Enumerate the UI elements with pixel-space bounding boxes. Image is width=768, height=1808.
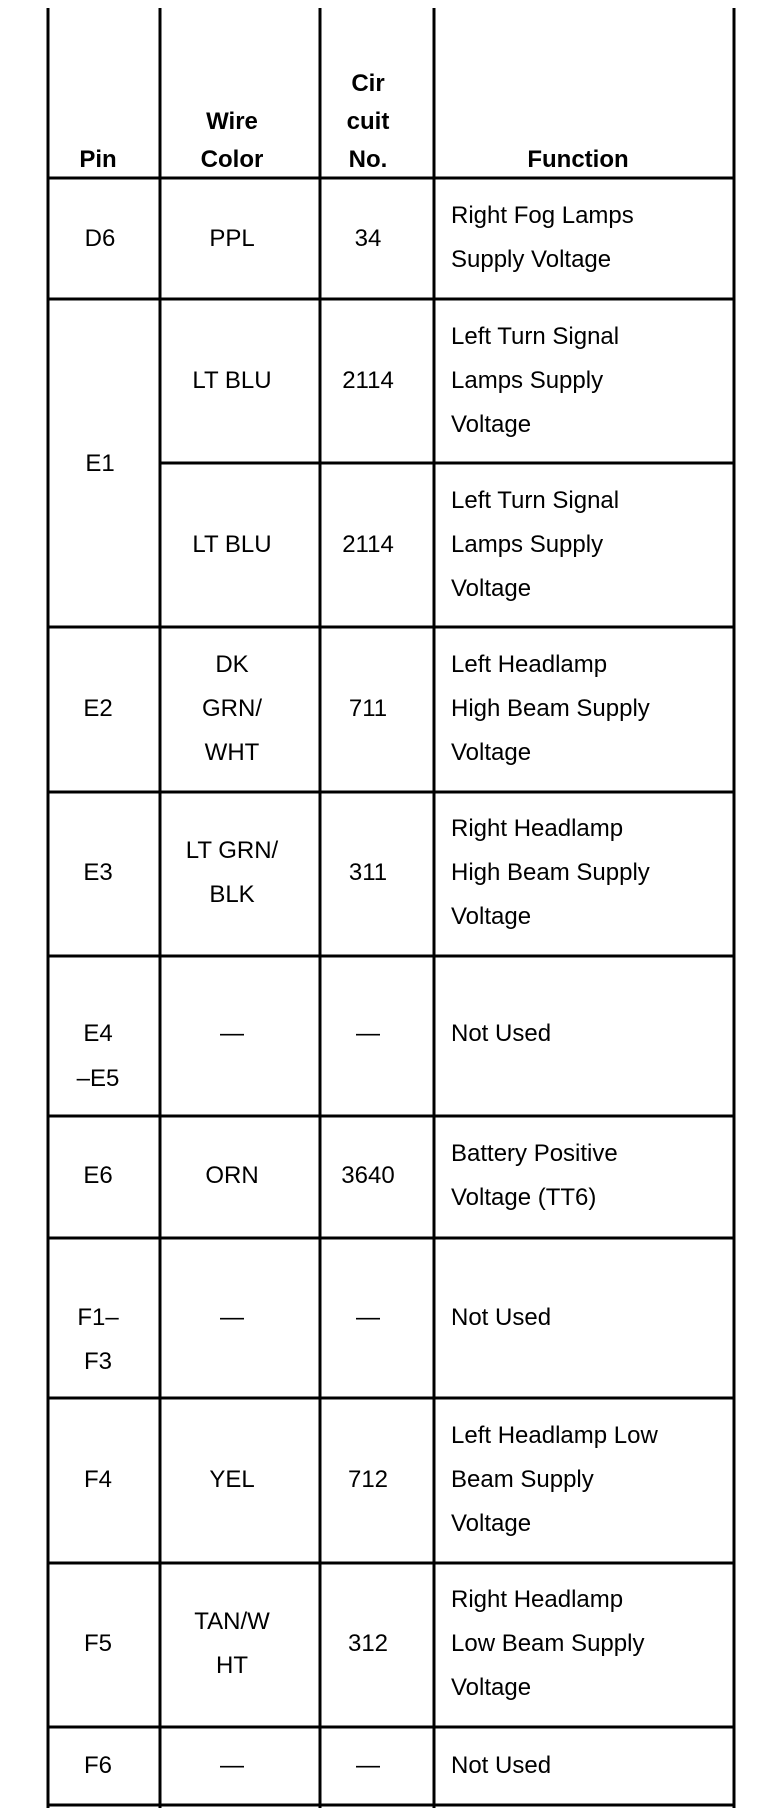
cell-pin: E4 — [83, 1020, 113, 1047]
cell-function: Right Fog Lamps — [451, 202, 634, 229]
cell-function: Voltage (TT6) — [451, 1184, 597, 1211]
header-pin: Pin — [79, 146, 117, 173]
cell-wire-color: HT — [216, 1652, 248, 1679]
cell-pin: E3 — [83, 859, 113, 886]
cell-function: Lamps Supply — [451, 367, 604, 394]
cell-function: Left Headlamp — [451, 651, 608, 678]
cell-circuit: 34 — [354, 225, 382, 252]
cell-function: Voltage — [451, 575, 532, 602]
cell-function: Not Used — [451, 1304, 552, 1331]
cell-function: Left Headlamp Low — [451, 1422, 658, 1449]
cell-wire-color: PPL — [209, 225, 255, 252]
cell-function: Low Beam Supply — [451, 1630, 645, 1657]
cell-function: Voltage — [451, 903, 532, 930]
cell-function: High Beam Supply — [451, 859, 650, 886]
cell-wire-color: YEL — [209, 1466, 255, 1493]
cell-function: Voltage — [451, 411, 532, 438]
header-circuit-line2: cuit — [346, 108, 390, 135]
cell-function: Right Headlamp — [451, 815, 624, 842]
cell-wire-color: — — [220, 1020, 244, 1047]
cell-pin: –E5 — [76, 1065, 120, 1092]
cell-wire-color: LT GRN/ — [185, 837, 279, 864]
cell-function: Voltage — [451, 1510, 532, 1537]
cell-circuit: 3640 — [341, 1162, 395, 1189]
header-wire-color-line2: Color — [200, 146, 264, 173]
cell-function: Lamps Supply — [451, 531, 604, 558]
cell-function: Battery Positive — [451, 1140, 618, 1167]
cell-circuit: 312 — [347, 1630, 389, 1657]
cell-wire-color: TAN/W — [194, 1608, 270, 1635]
cell-function: Voltage — [451, 1674, 532, 1701]
cell-circuit: 2114 — [342, 367, 394, 394]
cell-pin: E6 — [83, 1162, 113, 1189]
cell-wire-color: BLK — [209, 881, 255, 908]
cell-pin: D6 — [84, 225, 116, 252]
cell-pin: F1– — [77, 1304, 119, 1331]
cell-pin: E1 — [85, 450, 115, 477]
cell-circuit: 2114 — [342, 531, 394, 558]
cell-function: Not Used — [451, 1752, 552, 1779]
header-wire-color-line1: Wire — [206, 108, 258, 135]
cell-function: High Beam Supply — [451, 695, 650, 722]
cell-circuit: — — [356, 1304, 380, 1331]
cell-wire-color: — — [220, 1304, 244, 1331]
header-function: Function — [527, 146, 629, 173]
cell-wire-color: DK — [215, 651, 249, 678]
cell-wire-color: GRN/ — [202, 695, 262, 722]
cell-wire-color: LT BLU — [192, 531, 272, 558]
cell-function: Not Used — [451, 1020, 552, 1047]
cell-wire-color: — — [220, 1752, 244, 1779]
cell-function: Left Turn Signal — [451, 487, 620, 514]
cell-function: Supply Voltage — [451, 246, 612, 273]
cell-wire-color: LT BLU — [192, 367, 272, 394]
cell-circuit: 711 — [348, 695, 388, 722]
header-circuit-line3: No. — [348, 146, 388, 173]
cell-pin: F3 — [83, 1348, 113, 1375]
cell-circuit: — — [356, 1020, 380, 1047]
cell-function: Beam Supply — [451, 1466, 594, 1493]
cell-pin: E2 — [83, 695, 113, 722]
cell-pin: F5 — [83, 1630, 113, 1657]
cell-circuit: 712 — [347, 1466, 389, 1493]
cell-circuit: — — [356, 1752, 380, 1779]
header-circuit-line1: Cir — [351, 70, 385, 97]
cell-function: Voltage — [451, 739, 532, 766]
cell-function: Right Headlamp — [451, 1586, 624, 1613]
cell-pin: F6 — [83, 1752, 113, 1779]
cell-pin: F4 — [83, 1466, 113, 1493]
cell-circuit: 311 — [348, 859, 388, 886]
cell-function: Left Turn Signal — [451, 323, 620, 350]
cell-wire-color: ORN — [205, 1162, 259, 1189]
cell-wire-color: WHT — [204, 739, 260, 766]
